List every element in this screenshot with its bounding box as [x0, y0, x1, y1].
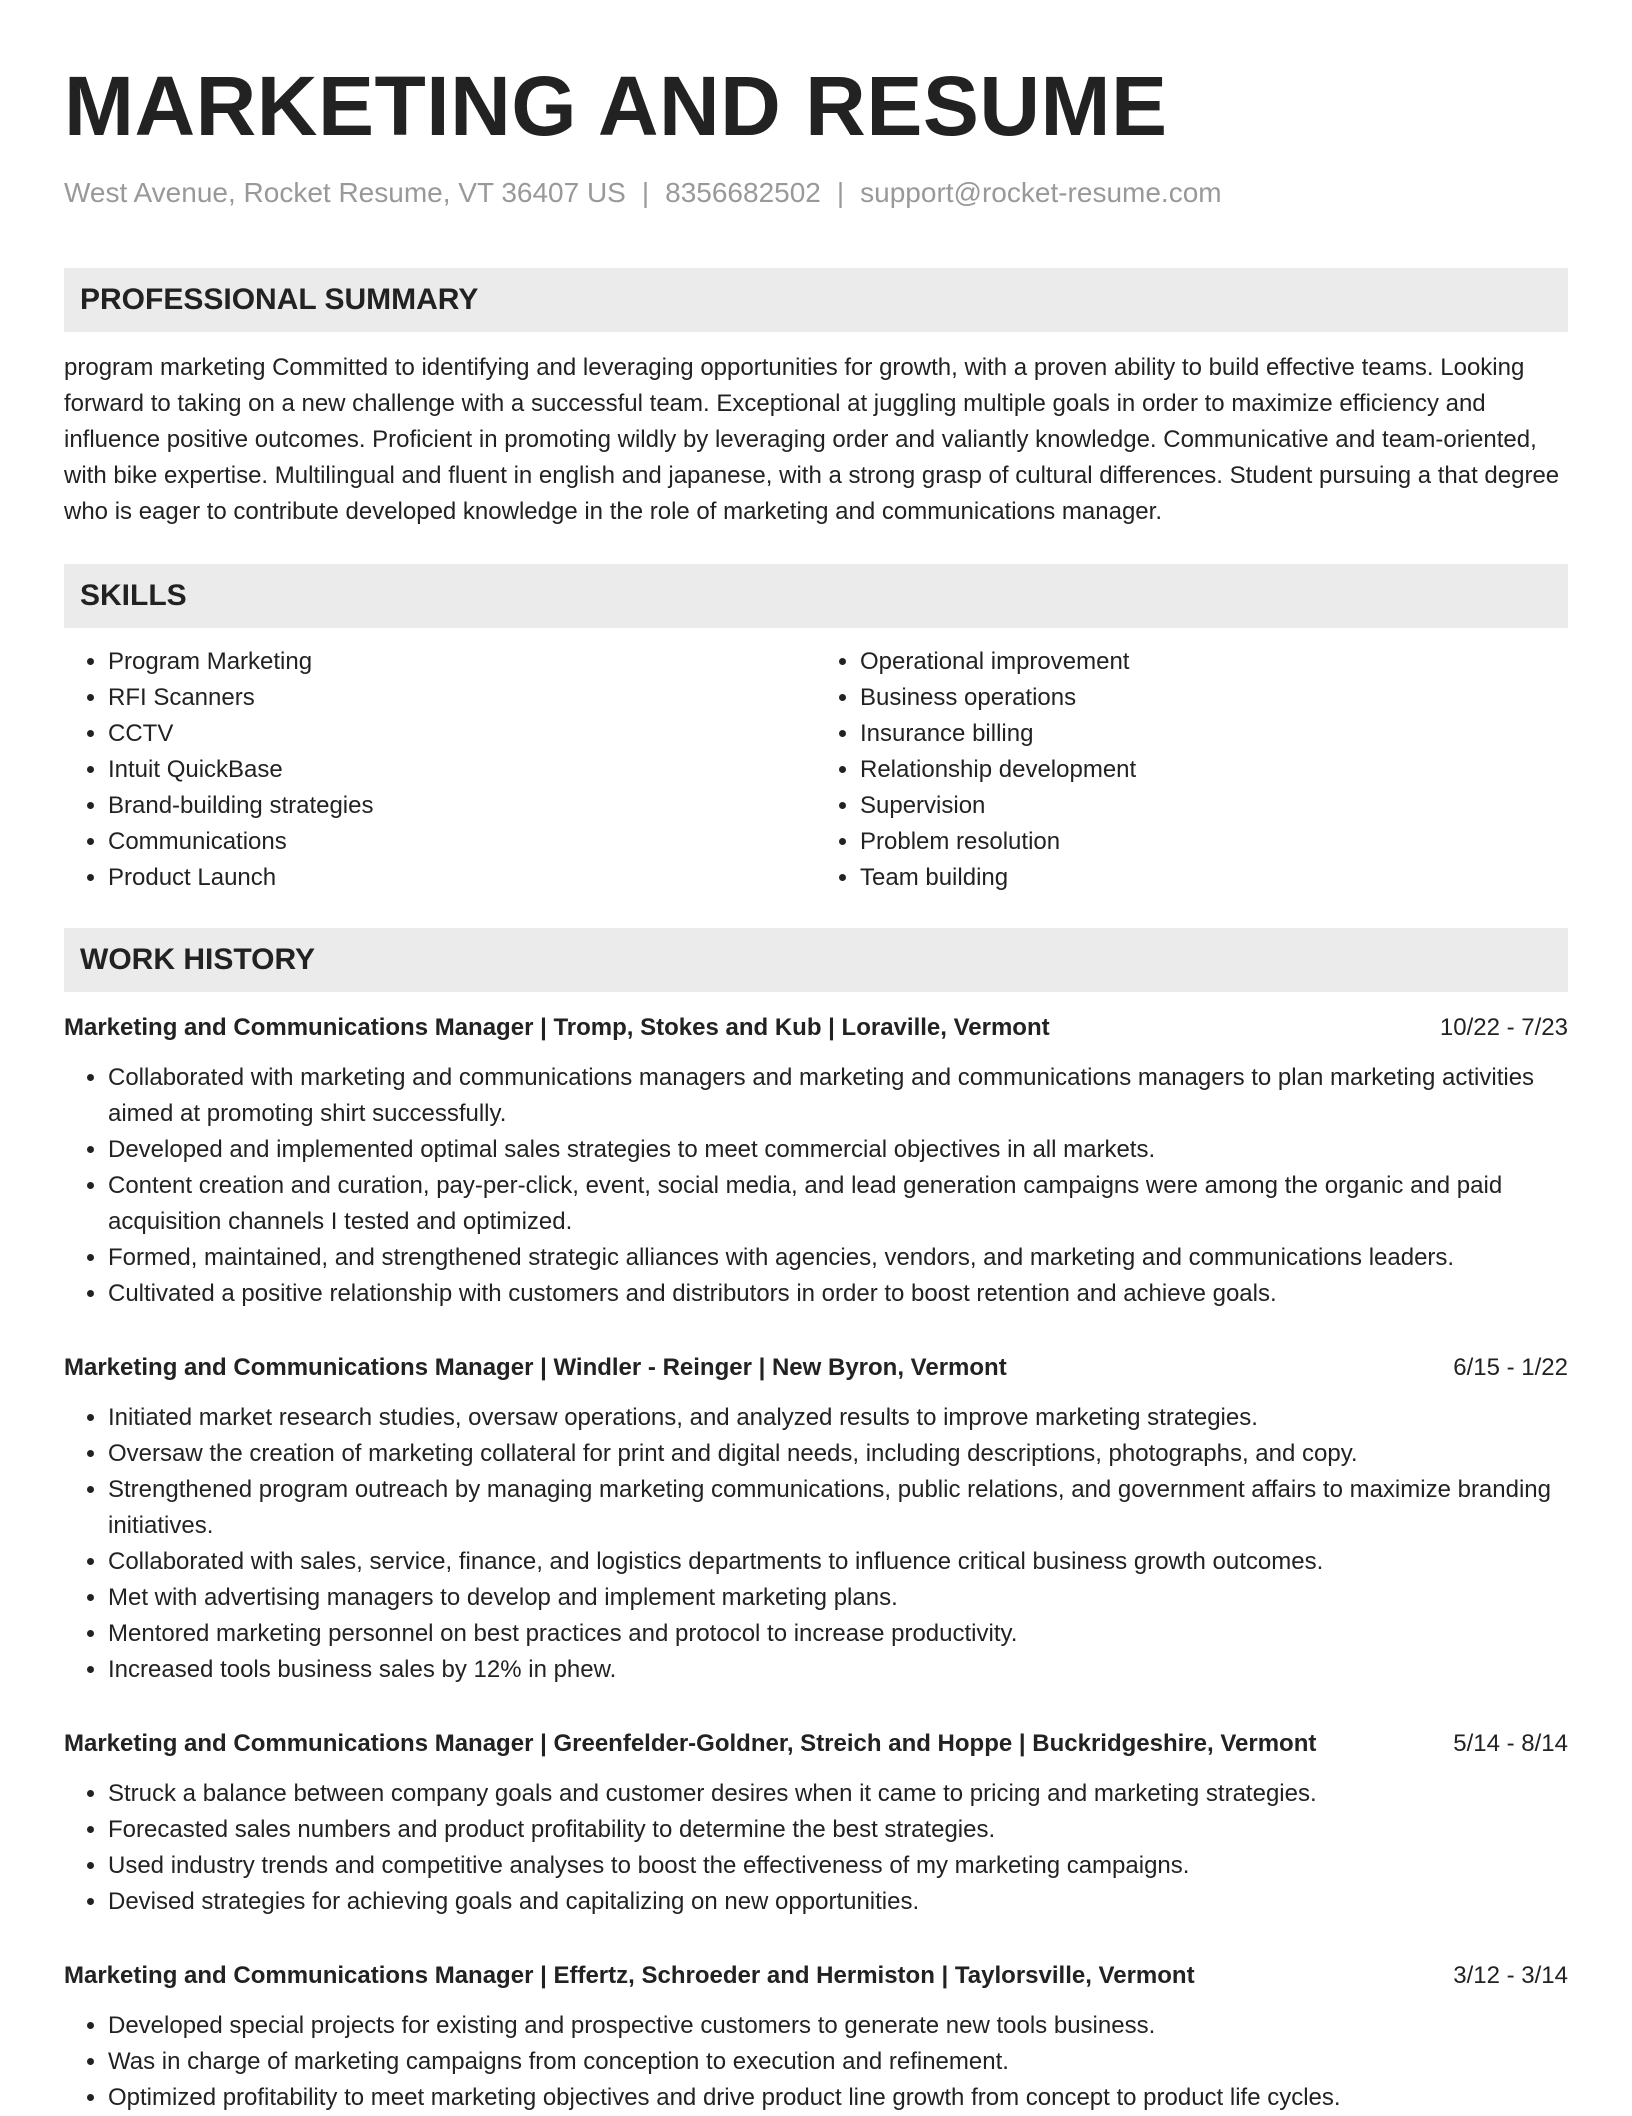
job-bullet: • Developed special projects for existing and prospective customers to generate new tools business.	[108, 2008, 1568, 2044]
contact-email: support@rocket-resume.com	[860, 177, 1222, 208]
job-entry	[64, 1960, 1568, 2116]
skill-item: • Operational improvement	[860, 644, 1568, 680]
job-entry	[64, 1728, 1568, 1920]
skill-item: • Supervision	[860, 788, 1568, 824]
job-bullet: • Strengthened program outreach by managing marketing communications, public relations, and government affairs to maximize branding initiatives.	[108, 1472, 1568, 1544]
job-bullet: • Collaborated with marketing and communications managers and marketing and communications managers to plan marketing activities aimed at promoting shirt successfully.	[108, 1060, 1568, 1132]
job-dates: 3/12 - 3/14	[1453, 1961, 1568, 1989]
job-bullet: • Devised strategies for achieving goals and capitalizing on new opportunities.	[108, 1884, 1568, 1920]
job-header	[64, 1012, 1568, 1044]
job-title: Marketing and Communications Manager | Greenfelder-Goldner, Streich and Hoppe | Buckridgeshire, Vermont	[64, 1729, 1317, 1757]
job-dates: 5/14 - 8/14	[1453, 1729, 1568, 1757]
contact-separator: |	[641, 177, 650, 208]
job-title: Marketing and Communications Manager | Effertz, Schroeder and Hermiston | Taylorsville, Vermont	[64, 1961, 1195, 1989]
work-history-heading: WORK HISTORY	[64, 928, 1568, 992]
job-title: Marketing and Communications Manager | Tromp, Stokes and Kub | Loraville, Vermont	[64, 1013, 1050, 1041]
job-title: Marketing and Communications Manager | Windler - Reinger | New Byron, Vermont	[64, 1353, 1007, 1381]
job-dates: 6/15 - 1/22	[1453, 1353, 1568, 1381]
contact-line	[64, 176, 1568, 210]
job-bullet: • Forecasted sales numbers and product profitability to determine the best strategies.	[108, 1812, 1568, 1848]
job-bullet: • Initiated market research studies, oversaw operations, and analyzed results to improve marketing strategies.	[108, 1400, 1568, 1436]
skill-item: • RFI Scanners	[108, 680, 816, 716]
contact-separator: |	[836, 177, 845, 208]
job-bullet: • Struck a balance between company goals and customer desires when it came to pricing and marketing strategies.	[108, 1776, 1568, 1812]
job-bullet: • Used industry trends and competitive analyses to boost the effectiveness of my marketing campaigns.	[108, 1848, 1568, 1884]
job-bullets	[64, 1400, 1568, 1688]
skills-list-left	[64, 644, 816, 896]
skill-item: • Product Launch	[108, 860, 816, 896]
job-entry	[64, 1352, 1568, 1688]
skill-item: • Communications	[108, 824, 816, 860]
job-bullet: • Oversaw the creation of marketing collateral for print and digital needs, including descriptions, photographs, and copy.	[108, 1436, 1568, 1472]
summary-heading: PROFESSIONAL SUMMARY	[64, 268, 1568, 332]
job-bullet: • Was in charge of marketing campaigns from conception to execution and refinement.	[108, 2044, 1568, 2080]
summary-text: program marketing Committed to identifying and leveraging opportunities for growth, with a proven ability to build effective teams. Looking forward to taking on a new challenge with a successful team. Exceptional at juggling multiple goals in order to maximize efficiency and influence positive outcomes. Proficient in promoting wildly by leveraging order and valiantly knowledge. Communicative and team-oriented, with bike expertise. Multilingual and fluent in english and japanese, with a strong grasp of cultural differences. Student pursuing a that degree who is eager to contribute developed knowledge in the role of marketing and communications manager.	[64, 353, 1560, 525]
skill-item: • Business operations	[860, 680, 1568, 716]
job-bullets	[64, 1060, 1568, 1312]
job-bullet: • Content creation and curation, pay-per-click, event, social media, and lead generation campaigns were among the organic and paid acquisition channels I tested and optimized.	[108, 1168, 1568, 1240]
job-header	[64, 1960, 1568, 1992]
skills-columns	[64, 644, 1568, 896]
job-bullet: • Mentored marketing personnel on best practices and protocol to increase productivity.	[108, 1616, 1568, 1652]
job-bullets	[64, 2008, 1568, 2116]
job-bullet: • Met with advertising managers to develop and implement marketing plans.	[108, 1580, 1568, 1616]
skill-item: • Brand-building strategies	[108, 788, 816, 824]
job-bullet: • Formed, maintained, and strengthened strategic alliances with agencies, vendors, and marketing and communications leaders.	[108, 1240, 1568, 1276]
skill-item: • Insurance billing	[860, 716, 1568, 752]
contact-phone: 8356682502	[665, 177, 821, 208]
skill-item: • CCTV	[108, 716, 816, 752]
job-dates: 10/22 - 7/23	[1439, 1013, 1568, 1041]
skill-item: • Relationship development	[860, 752, 1568, 788]
contact-address: West Avenue, Rocket Resume, VT 36407 US	[64, 177, 626, 208]
job-header	[64, 1352, 1568, 1384]
job-bullet: • Cultivated a positive relationship with customers and distributors in order to boost retention and achieve goals.	[108, 1276, 1568, 1312]
skill-item: • Intuit QuickBase	[108, 752, 816, 788]
job-bullets	[64, 1776, 1568, 1920]
skills-list-right	[816, 644, 1568, 896]
resume-name: MARKETING AND RESUME	[64, 59, 1168, 153]
job-bullet: • Optimized profitability to meet marketing objectives and drive product line growth from concept to product life cycles.	[108, 2080, 1568, 2116]
job-entry	[64, 1012, 1568, 1312]
skill-item: • Problem resolution	[860, 824, 1568, 860]
skill-item: • Team building	[860, 860, 1568, 896]
job-bullet: • Collaborated with sales, service, finance, and logistics departments to influence critical business growth outcomes.	[108, 1544, 1568, 1580]
skill-item: • Program Marketing	[108, 644, 816, 680]
job-bullet: • Increased tools business sales by 12% in phew.	[108, 1652, 1568, 1688]
work-history-list	[64, 1012, 1568, 2116]
skills-heading: SKILLS	[64, 564, 1568, 628]
job-bullet: • Developed and implemented optimal sales strategies to meet commercial objectives in all markets.	[108, 1132, 1568, 1168]
job-header	[64, 1728, 1568, 1760]
